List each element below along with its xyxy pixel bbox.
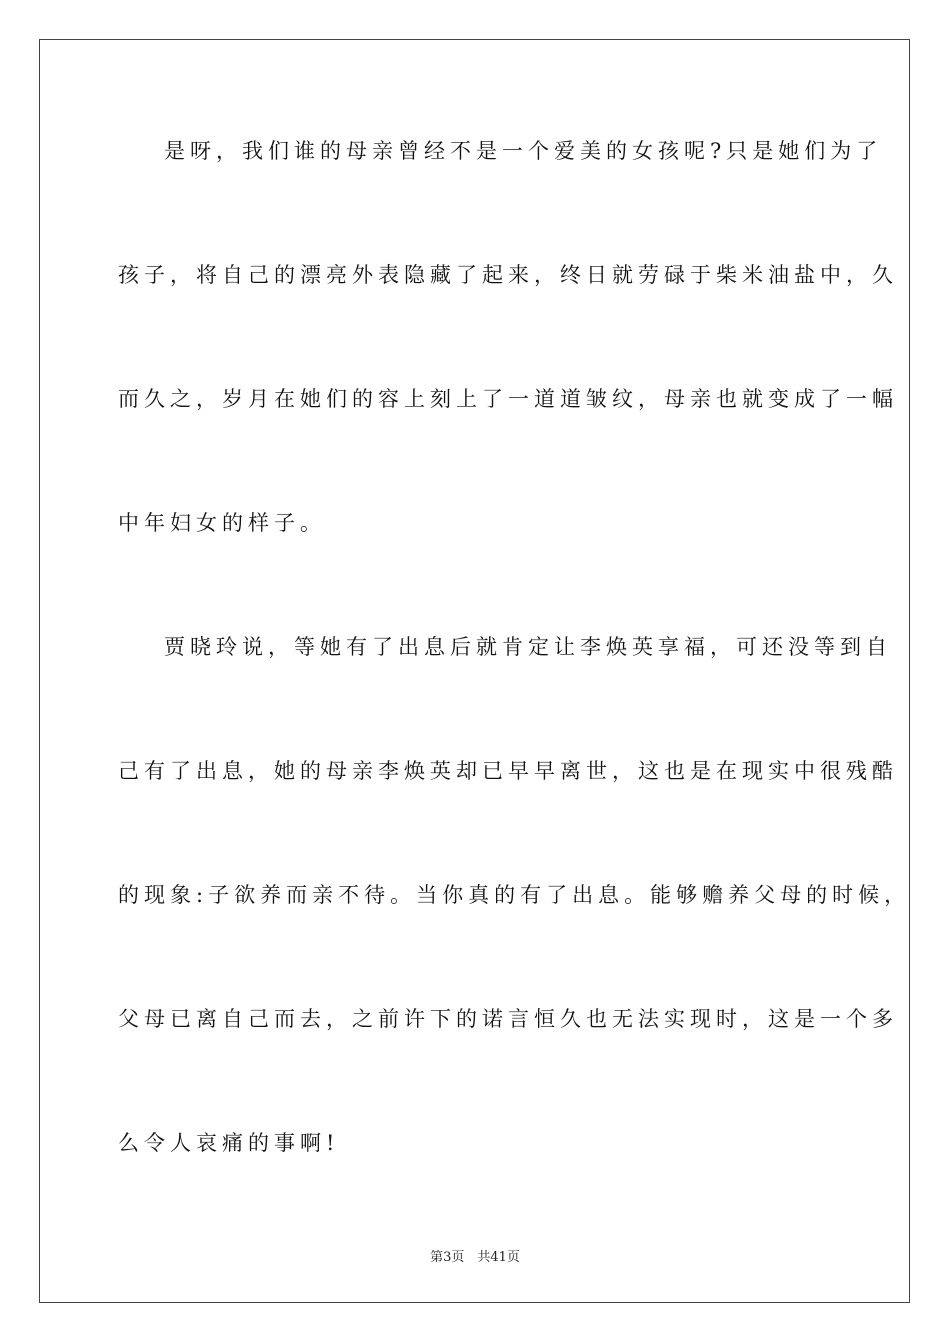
paragraph-2-line-4: 父母已离自己而去，之前许下的诺言恒久也无法实现时，这是一个多 xyxy=(118,1007,898,1031)
paragraph-2-line-1: 贾晓玲说，等她有了出息后就肯定让李焕英享福，可还没等到自 xyxy=(164,635,892,659)
paragraph-2-line-3: 的现象:子欲养而亲不待。当你真的有了出息。能够赡养父母的时候， xyxy=(118,883,911,907)
paragraph-2-line-5: 么令人哀痛的事啊! xyxy=(118,1131,340,1155)
page-number-footer: 第3页 共41页 xyxy=(430,1250,520,1265)
paragraph-1-line-1: 是呀，我们谁的母亲曾经不是一个爱美的女孩呢?只是她们为了 xyxy=(164,139,883,163)
page-frame xyxy=(39,39,910,1303)
paragraph-1-line-3: 而久之，岁月在她们的容上刻上了一道道皱纹，母亲也就变成了一幅 xyxy=(118,387,898,411)
paragraph-2-line-2: 己有了出息，她的母亲李焕英却已早早离世，这也是在现实中很残酷 xyxy=(118,759,898,783)
paragraph-1-line-4: 中年妇女的样子。 xyxy=(118,511,326,535)
paragraph-1-line-2: 孩子，将自己的漂亮外表隐藏了起来，终日就劳碌于柴米油盐中，久 xyxy=(118,263,898,287)
